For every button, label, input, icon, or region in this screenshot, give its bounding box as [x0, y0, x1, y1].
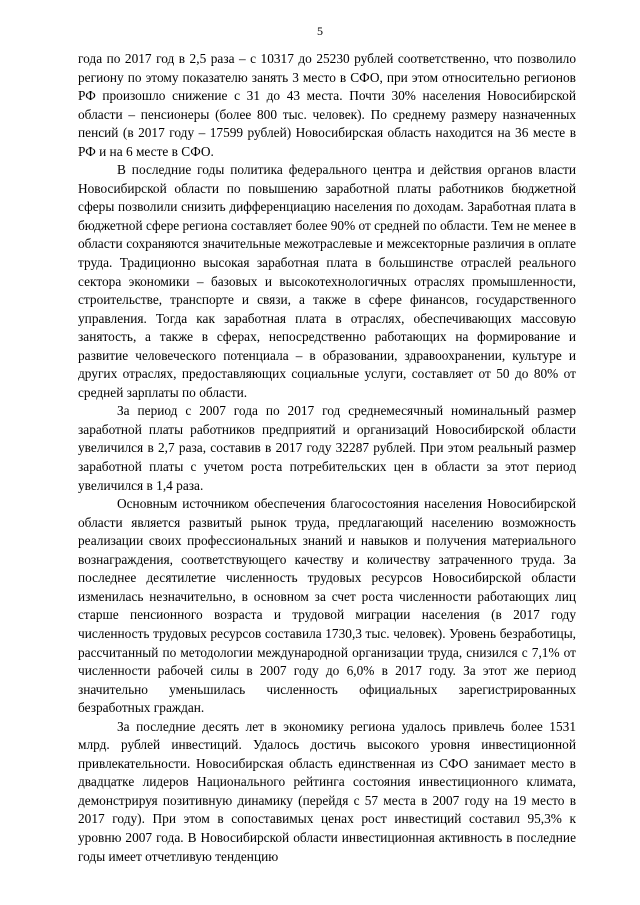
paragraph-pensions: года по 2017 год в 2,5 раза – с 10317 до 25230 рублей соответственно, что позволило региону по этому показателю занять 3 место в СФО, при этом относительно регионов РФ произошло снижение с 31 до 43 места. Почти 30% населения Новосибирской области – пенсионеры (более 800 тыс. человек). По среднему размеру назначенных пенсий (в 2017 году – 17599 рублей) Новосибирская область находится на 36 месте в РФ и на 6 месте в СФО.: [78, 51, 576, 159]
paragraph-investments: За последние десять лет в экономику региона удалось привлечь более 1531 млрд. рублей инвестиций. Удалось достичь высокого уровня инвестиционной привлекательности. Новосибирская область единственная из СФО занимает место в двадцатке лидеров Национального рейтинга состояния инвестиционного климата, демонстрируя позитивную динамику (перейдя с 57 места в 2007 году на 19 место в 2017 году). При этом в сопоставимых ценах рост инвестиций составил 95,3% к уровню 2007 года. В Новосибирской области инвестиционная активность в последние годы имеет отчетливую тенденцию: [78, 718, 576, 864]
paragraph-wage-differentiation: В последние годы политика федерального центра и действия органов власти Новосибирской области по повышению заработной платы работников бюджетной сферы позволили снизить дифференциацию населения по доходам. Заработная плата в бюджетной сфере региона составляет более 90% от средней по области. Тем не менее в области сохраняются значительные межотраслевые и межсекторные различия в оплате труда. Традиционно высокая заработная плата в большинстве отраслей реального сектора экономики – базовых и высокотехнологичных отраслях промышленности, строительстве, транспорте и связи, а также в сфере финансов, государственного управления. Тогда как заработная плата в отраслях, обеспечивающих массовую занятость, а также в сферах, непосредственно работающих на формирование и развитие человеческого потенциала – в образовании, здравоохранении, культуре и других отраслях, предоставляющих социальные услуги, составляет от 50 до 80% от средней зарплаты по области.: [78, 162, 577, 400]
paragraph-labor-market: Основным источником обеспечения благосостояния населения Новосибирской области является развитый рынок труда, предлагающий населению возможность реализации своих профессиональных знаний и навыков и получения материального вознаграждения, соответствующего качеству и количеству затраченного труда. За последнее десятилетие численность трудовых ресурсов Новосибирской области изменилась незначительно, в основном за счет роста численности работающих лиц старше пенсионного возраста и трудовой миграции населения (в 2017 году численность трудовых ресурсов составила 1730,3 тыс. человек). Уровень безработицы, рассчитанный по методологии международной организации труда, снизился с 7,1% от численности рабочей силы в 2007 году до 6,0% в 2017 году. За этот же период значительно уменьшилась численность официальных зарегистрированных безработных граждан.: [78, 496, 576, 716]
page-number: 5: [317, 24, 323, 38]
paragraph-wage-growth: За период с 2007 года по 2017 год среднемесячный номинальный размер заработной платы работников предприятий и организаций Новосибирской области увеличился в 2,7 раза, составив в 2017 году 32287 рублей. При этом реальный размер заработной платы с учетом роста потребительских цен в области за этот период увеличился в 1,4 раза.: [78, 403, 576, 493]
document-body: [78, 50, 576, 866]
